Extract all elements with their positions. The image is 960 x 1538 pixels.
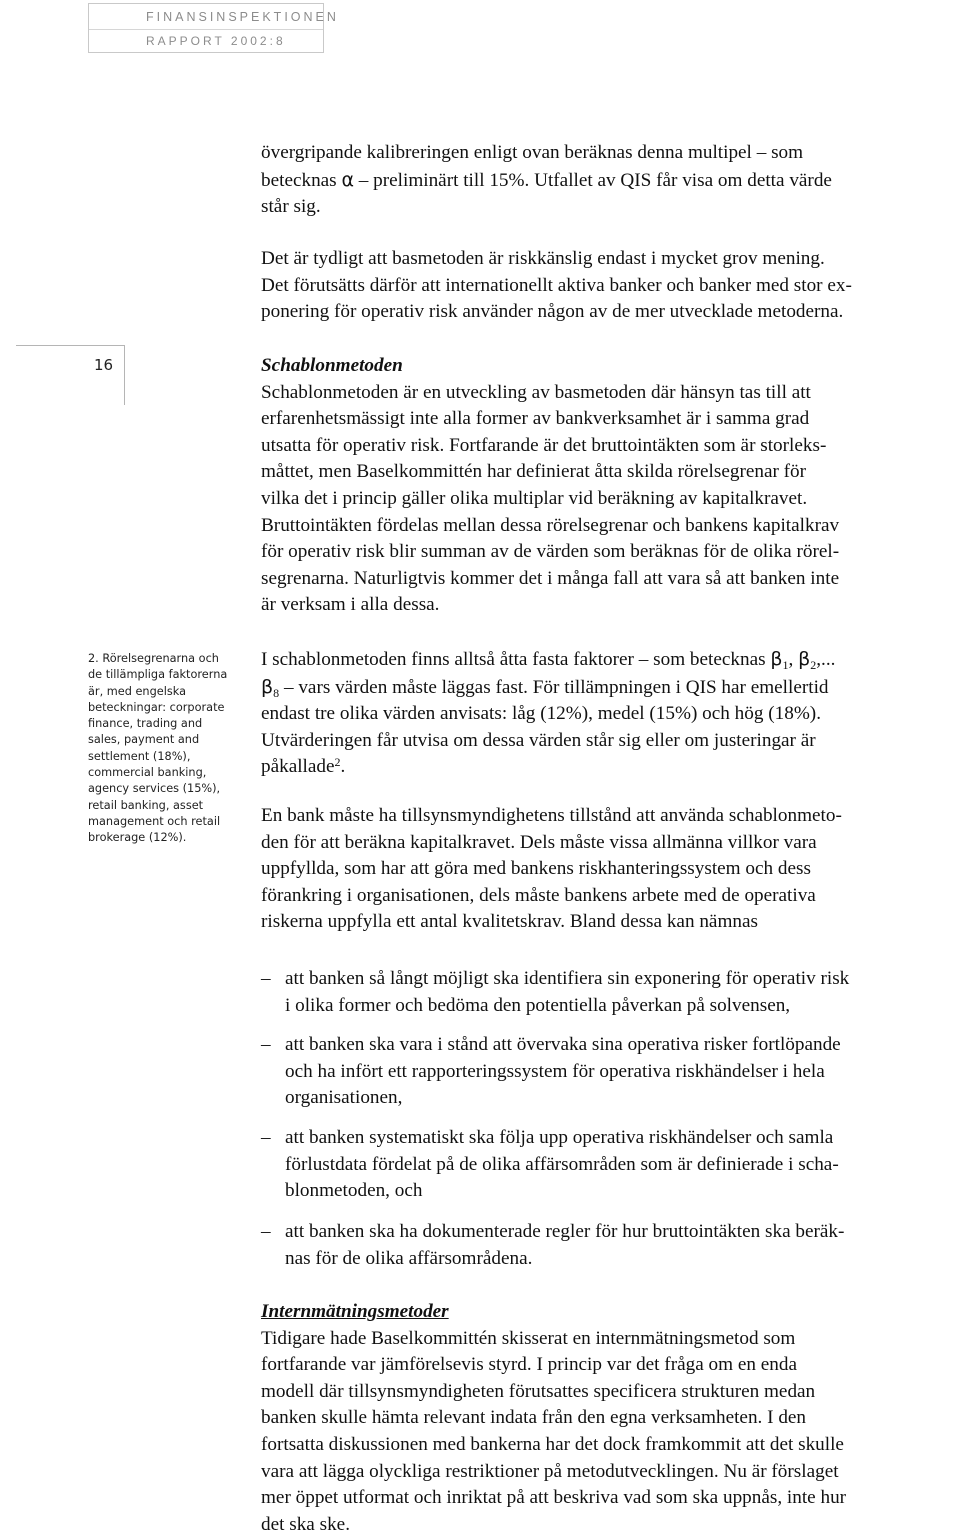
text-run: . (340, 756, 346, 778)
beta-symbol: β (770, 648, 783, 670)
beta-symbol: β (261, 675, 274, 698)
factors-paragraph (261, 646, 956, 781)
subscript: 2 (810, 658, 817, 672)
text-run: I schablonmetoden finns alltså åtta fasta faktorer – som betecknas (261, 649, 771, 670)
text-line: övergripande kalibreringen enligt ovan beräknas denna multipel – som (261, 142, 804, 163)
intro-paragraph-2 (261, 246, 956, 326)
schablon-section (261, 353, 956, 619)
text-line: vara att lägga olyckliga restriktioner på metodutvecklingen. Nu är förslaget (261, 1460, 839, 1482)
header-report: RAPPORT 2002:8 (146, 34, 286, 48)
subscript: 1 (782, 658, 789, 672)
text-line (261, 677, 829, 698)
list-item-text (285, 1219, 844, 1272)
text-line: organisationen, (285, 1087, 403, 1109)
text-run: ,... (816, 649, 836, 670)
text-line: är verksam i alla dessa. (261, 594, 440, 616)
text-line: att banken ska ha dokumenterade regler för hur bruttointäkten ska beräk- (285, 1221, 845, 1242)
permission-paragraph (261, 803, 956, 936)
page-number: 16 (94, 356, 114, 374)
footnote (88, 651, 248, 847)
alpha-symbol: α (341, 168, 354, 191)
text-line (261, 649, 835, 670)
text-line: utsatta för operativ risk. Fortfarande är det bruttointäkten som är storleks- (261, 434, 827, 456)
list-item-text (285, 966, 849, 1019)
page-number-tick (124, 345, 125, 405)
footnote-line: de tillämpliga faktorerna (88, 668, 228, 682)
list-item-text (285, 1032, 841, 1112)
footnote-line: beteckningar: corporate (88, 700, 225, 714)
text-line: banken skulle hämta relevant indata från den egna verksamheten. I den (261, 1407, 807, 1429)
text-line: står sig. (261, 196, 321, 218)
text-line: ponering för operativ risk använder någon av de mer utvecklade metoderna. (261, 301, 844, 323)
text-line: riskerna uppfylla ett antal kvalitetskrav. Bland dessa kan nämnas (261, 911, 758, 933)
text-line: måttet, men Baselkommittén har definierat åtta skilda rörelsegrenar för (261, 461, 807, 483)
text-line: blonmetoden, och (285, 1180, 423, 1202)
text-line: Det är tydligt att basmetoden är riskkänslig endast i mycket grov mening. (261, 248, 825, 269)
section-heading-schablon: Schablonmetoden (261, 355, 403, 376)
text-run: betecknas (261, 169, 342, 191)
text-run: – vars värden måste läggas fast. För tillämpningen i QIS har emellertid (279, 676, 829, 698)
text-line: i olika former och bedöma den potentiella påverkan på solvensen, (285, 994, 791, 1016)
text-line: nas för de olika affärsområdena. (285, 1247, 533, 1269)
text-line: Schablonmetoden är en utveckling av basmetoden där hänsyn tas till att (261, 381, 811, 403)
section-heading-internal: Internmätningsmetoder (261, 1301, 449, 1322)
text-line: uppfyllda, som har att göra med bankens riskhanteringssystem och dess (261, 858, 811, 880)
footnote-ref: 2 (334, 755, 341, 770)
footnote-line: 2. Rörelsegrenarna och (88, 652, 219, 665)
text-line: mer öppet utformat och inriktat på att beskriva vad som ska uppnås, inte hur (261, 1487, 847, 1509)
text-line: En bank måste ha tillsynsmyndighetens tillstånd att använda schablonmeto- (261, 805, 842, 826)
footnote-line: brokerage (12%). (88, 831, 187, 845)
header-org: FINANSINSPEKTIONEN (146, 10, 339, 24)
text-line: Tidigare hade Baselkommittén skisserat en internmätningsmetod som (261, 1327, 796, 1349)
text-run: påkallade (261, 756, 335, 778)
text-line: Bruttointäkten fördelas mellan dessa rörelsegrenar och bankens kapitalkrav (261, 514, 840, 536)
text-line: erfarenhetsmässigt inte alla former av bankverksamhet är i samma grad (261, 408, 810, 430)
text-run: , (788, 649, 799, 670)
footnote-line: agency services (15%), (88, 782, 221, 796)
text-line (261, 170, 832, 191)
footnote-line: management och retail (88, 814, 221, 828)
text-line: segrenarna. Naturligtvis kommer det i många fall att vara så att banken inte (261, 567, 840, 589)
subscript: 8 (273, 685, 280, 700)
page-number-rule (16, 345, 124, 346)
footnote-line: retail banking, asset (88, 798, 204, 812)
footnote-line: commercial banking, (88, 766, 207, 780)
header-divider (89, 29, 323, 30)
text-line: förankring i organisationen, dels måste bankens arbete med de operativa (261, 884, 816, 906)
dash-bullet: – (261, 1127, 271, 1148)
text-line: förlustdata fördelat på de olika affärsområden som är definierade i scha- (285, 1153, 839, 1175)
text-line: att banken så långt möjligt ska identifiera sin exponering för operativ risk (285, 968, 850, 989)
dash-bullet: – (261, 1034, 271, 1055)
footnote-line: är, med engelska (88, 684, 186, 698)
list-item-text (285, 1125, 839, 1205)
dash-bullet: – (261, 968, 271, 989)
running-header (88, 3, 339, 53)
text-line: det ska ske. (261, 1513, 350, 1535)
internal-section (261, 1299, 956, 1538)
footnote-line: settlement (18%), (88, 749, 191, 763)
text-line (261, 756, 345, 777)
text-line: för operativ risk blir summan av de värden som beräknas för de olika rörel- (261, 541, 840, 563)
text-line: att banken ska vara i stånd att övervaka sina operativa risker fortlöpande (285, 1034, 841, 1055)
intro-paragraph-1 (261, 140, 956, 221)
text-line: den för att beräkna kapitalkravet. Dels måste vissa allmänna villkor vara (261, 831, 817, 853)
beta-symbol: β (798, 648, 811, 670)
text-line: Det förutsätts därför att internationellt aktiva banker och banker med stor ex- (261, 274, 852, 296)
text-line: modell där tillsynsmyndigheten förutsattes specificera strukturen medan (261, 1380, 816, 1402)
text-line: fortsatta diskussionen med bankerna har det dock framkommit att det skulle (261, 1433, 844, 1455)
footnote-line: finance, trading and (88, 717, 203, 731)
text-line: och ha infört ett rapporteringssystem för operativa riskhändelser i hela (285, 1060, 825, 1082)
text-line: Utvärderingen får utvisa om dessa värden står sig eller om justeringar är (261, 729, 816, 751)
footnote-line: sales, payment and (88, 733, 200, 747)
dash-bullet: – (261, 1221, 271, 1242)
text-line: fortfarande var jämförelsevis styrd. I princip var det fråga om en enda (261, 1354, 797, 1376)
text-line: vilka det i princip gäller olika multiplar vid beräkning av kapitalkravet. (261, 487, 808, 509)
text-line: att banken systematiskt ska följa upp operativa riskhändelser och samla (285, 1127, 834, 1148)
text-run: – preliminärt till 15%. Utfallet av QIS får visa om detta värde (353, 169, 832, 191)
text-line: endast tre olika värden anvisats: låg (12%), medel (15%) och hög (18%). (261, 703, 821, 725)
